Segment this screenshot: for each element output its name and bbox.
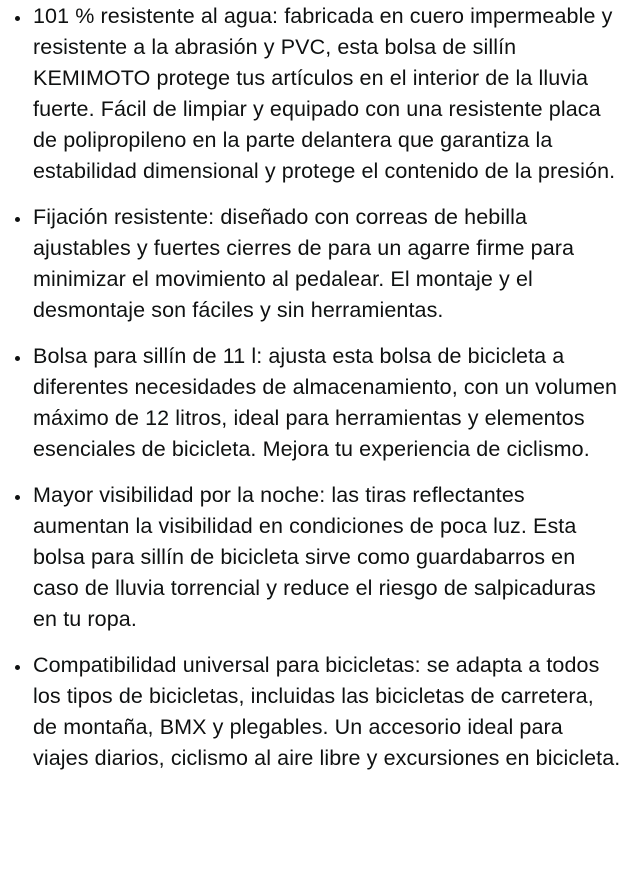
feature-bullet-visibility: • Mayor visibilidad por la noche: las tiras reflectantes aumentan la visibilidad en condiciones de poca luz. Esta bolsa para sillín de bicicleta sirve como guardabarros en caso de lluvia torrencial y reduce el riesgo de salpicaduras en tu ropa. [32,480,622,635]
feature-bullet-fixation: • Fijación resistente: diseñado con correas de hebilla ajustables y fuertes cierres de para un agarre firme para minimizar el movimiento al pedalear. El montaje y el desmontaje son fáciles y sin herramientas. [32,202,622,326]
feature-bullet-waterproof: • 101 % resistente al agua: fabricada en cuero impermeable y resistente a la abrasión y PVC, esta bolsa de sillín KEMIMOTO protege tus artículos en el interior de la lluvia fuerte. Fácil de limpiar y equipado con una resistente placa de polipropileno en la parte delantera que garantiza la estabilidad dimensional y protege el contenido de la presión. [32,1,622,187]
feature-bullet-capacity: • Bolsa para sillín de 11 l: ajusta esta bolsa de bicicleta a diferentes necesidades de almacenamiento, con un volumen máximo de 12 litros, ideal para herramientas y elementos esenciales de bicicleta. Mejora tu experiencia de ciclismo. [32,341,622,465]
feature-bullet-compatibility: • Compatibilidad universal para bicicletas: se adapta a todos los tipos de bicicletas, incluidas las bicicletas de carretera, de montaña, BMX y plegables. Un accesorio ideal para viajes diarios, ciclismo al aire libre y excursiones en bicicleta. [32,650,622,774]
